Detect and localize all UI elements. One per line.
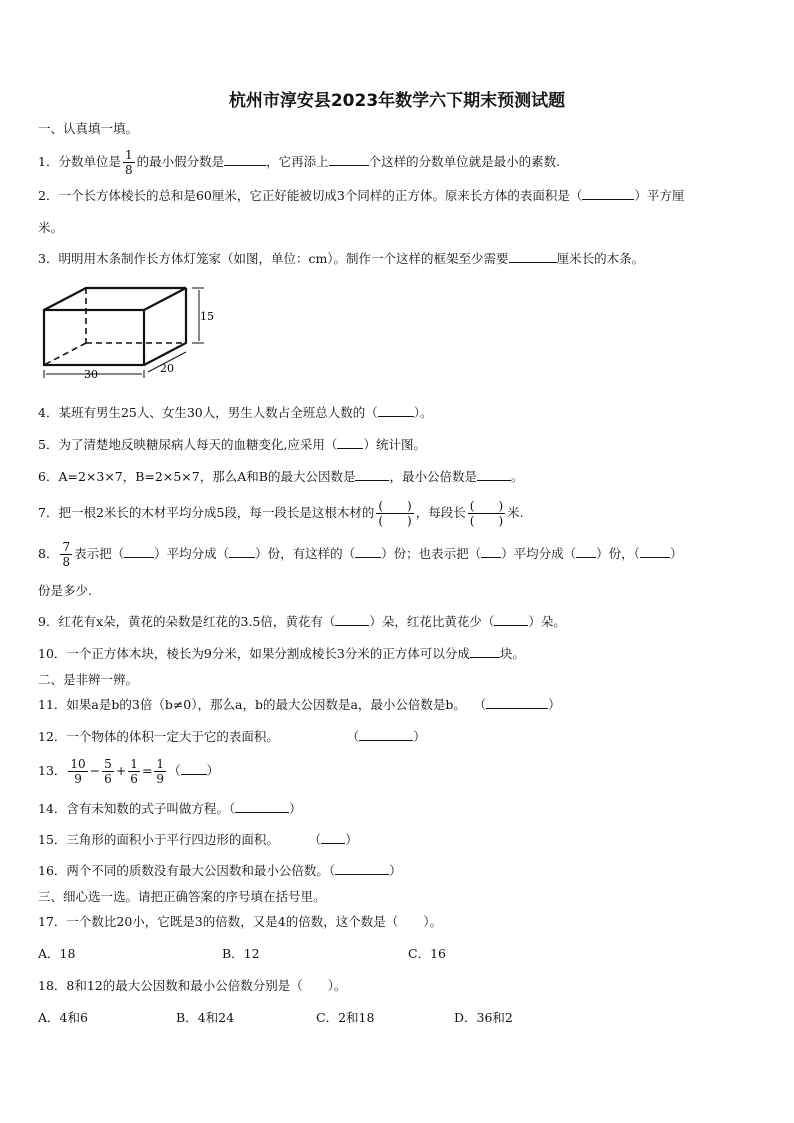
- option-c[interactable]: C．2和18: [316, 1010, 375, 1025]
- question-13: 13． $\frac{10}{9}$ − $\frac{5}{6}$ + $\frac{1}{6}$ = $\frac{1}{9}$ （ ）: [38, 757, 220, 786]
- answer-blank[interactable]: [181, 762, 207, 775]
- answer-blank[interactable]: [359, 728, 413, 741]
- section-3-heading: 三、细心选一选。请把正确答案的序号填在括号里。: [38, 889, 326, 904]
- question-10: 10．一个正方体木块，棱长为9分米，如果分割成棱长3分米的正方体可以分成 块。: [38, 646, 525, 661]
- question-8: 8． $\frac{7}{8}$ 表示把（ ）平均分成（ ）份，有这样的（ ）份；也表示把（ ）平均分成（ ）份，（ ）: [38, 540, 683, 569]
- answer-blank[interactable]: [235, 800, 289, 813]
- question-18: 18．8和12的最大公因数和最小公倍数分别是（ ）。: [38, 978, 347, 993]
- question-2: 2．一个长方体棱长的总和是60厘米，它正好能被切成3个同样的正方体。原来长方体的表面积是（ ）平方厘: [38, 188, 685, 203]
- answer-blank[interactable]: [329, 153, 369, 166]
- answer-blank[interactable]: [335, 862, 389, 875]
- question-17-options: [38, 945, 446, 963]
- width-label: 20: [160, 362, 174, 375]
- length-label: 30: [84, 368, 98, 380]
- page-title: 杭州市淳安县2023年数学六下期末预测试题: [228, 91, 566, 111]
- answer-blank[interactable]: [470, 645, 500, 658]
- option-a[interactable]: A．18: [38, 946, 76, 961]
- question-3: 3．明明用木条制作长方体灯笼家（如图，单位：cm）。制作一个这样的框架至少需要 厘米长的木条。: [38, 251, 645, 266]
- question-17: 17．一个数比20小，它既是3的倍数，又是4的倍数，这个数是（ ）。: [38, 914, 442, 929]
- answer-blank[interactable]: [582, 187, 634, 200]
- question-2-cont: 米。: [38, 220, 64, 235]
- cuboid-figure: [36, 280, 216, 380]
- question-16: 16．两个不同的质数没有最大公因数和最小公倍数。（ ）: [38, 863, 402, 878]
- answer-blank[interactable]: [481, 545, 501, 558]
- option-b[interactable]: B．4和24: [176, 1010, 235, 1025]
- answer-blank[interactable]: [224, 153, 266, 166]
- answer-blank[interactable]: [229, 545, 255, 558]
- question-4: 4．某班有男生25人、女生30人，男生人数占全班总人数的（ ）。: [38, 405, 433, 420]
- question-15: 15．三角形的面积小于平行四边形的面积。 （ ）: [38, 832, 358, 847]
- top-face: [44, 288, 186, 310]
- section-2-heading: 二、是非辨一辨。: [38, 672, 139, 687]
- answer-blank[interactable]: [509, 250, 557, 263]
- question-5: 5．为了清楚地反映糖尿病人每天的血糖变化,应采用（ ）统计图。: [38, 437, 426, 452]
- question-9: 9．红花有x朵，黄花的朵数是红花的3.5倍，黄花有（ ）朵，红花比黄花少（ ）朵。: [38, 614, 566, 629]
- answer-blank[interactable]: [378, 404, 414, 417]
- section-1-heading: 一、认真填一填。: [38, 121, 139, 136]
- option-a[interactable]: A．4和6: [38, 1010, 88, 1025]
- question-12: 12．一个物体的体积一定大于它的表面积。 （ ）: [38, 729, 426, 744]
- option-b[interactable]: B．12: [222, 946, 260, 961]
- question-8-cont: 份是多少.: [38, 583, 92, 598]
- question-1: 1．分数单位是 $\frac{1}{8}$ 的最小假分数是 ，它再添上 个这样的分数单位就是最小的素数.: [38, 148, 561, 177]
- option-d[interactable]: D．36和2: [454, 1010, 513, 1025]
- answer-blank[interactable]: [355, 468, 389, 481]
- question-6: 6．A=2×3×7，B=2×5×7，那么A和B的最大公因数是 ，最小公倍数是 。: [38, 469, 524, 484]
- fraction: $\frac{7}{8}$: [62, 540, 71, 569]
- fraction: $\frac{1}{8}$: [124, 148, 133, 177]
- answer-blank[interactable]: [321, 831, 345, 844]
- answer-blank[interactable]: [486, 696, 548, 709]
- answer-blank[interactable]: [640, 545, 670, 558]
- question-14: 14．含有未知数的式子叫做方程。（ ）: [38, 801, 302, 816]
- answer-blank[interactable]: [576, 545, 596, 558]
- question-7: 7．把一根2米长的木材平均分成5段，每一段长是这根木材的 $\frac{( )}{( )}$ ，每段长 $\frac{( )}{( )}$ 米.: [38, 499, 524, 528]
- hidden-edge: [44, 343, 86, 365]
- option-c[interactable]: C．16: [408, 946, 446, 961]
- question-18-options: [38, 1009, 513, 1027]
- height-label: 15: [200, 310, 214, 323]
- answer-blank[interactable]: [494, 613, 528, 626]
- blank-fraction[interactable]: $\frac{( )}{( )}$: [378, 499, 412, 528]
- answer-blank[interactable]: [355, 545, 381, 558]
- question-11: 11．如果a是b的3倍（b≠0），那么a，b的最大公因数是a，最小公倍数是b。 （ ）: [38, 697, 561, 712]
- answer-blank[interactable]: [337, 436, 363, 449]
- answer-blank[interactable]: [335, 613, 369, 626]
- blank-fraction[interactable]: $\frac{( )}{( )}$: [469, 499, 504, 528]
- answer-blank[interactable]: [477, 468, 511, 481]
- answer-blank[interactable]: [124, 545, 154, 558]
